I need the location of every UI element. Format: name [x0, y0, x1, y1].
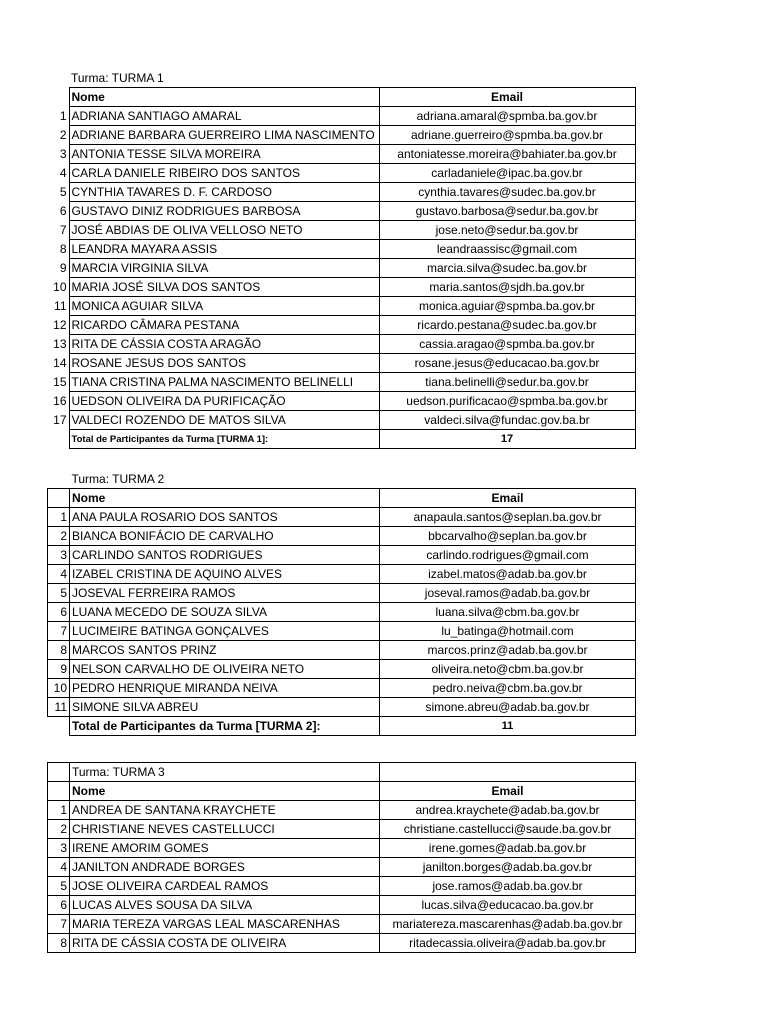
participant-email: simone.abreu@adab.ba.gov.br	[380, 698, 636, 717]
participant-name: MARCIA VIRGINIA SILVA	[69, 259, 379, 278]
participant-row	[48, 679, 636, 698]
participant-name: RITA DE CÁSSIA COSTA DE OLIVEIRA	[70, 934, 380, 953]
participant-email: christiane.castellucci@saude.ba.gov.br	[380, 820, 636, 839]
turma-title: Turma: TURMA 3	[70, 763, 380, 782]
participant-row	[47, 164, 635, 183]
participant-row	[48, 641, 636, 660]
participant-name: ANDREA DE SANTANA KRAYCHETE	[70, 801, 380, 820]
participant-email: tiana.belinelli@sedur.ba.gov.br	[379, 373, 635, 392]
participant-email: joseval.ramos@adab.ba.gov.br	[380, 584, 636, 603]
participant-email: cynthia.tavares@sudec.ba.gov.br	[379, 183, 635, 202]
participant-row	[48, 527, 636, 546]
participant-email: adriana.amaral@spmba.ba.gov.br	[379, 107, 635, 126]
participant-row	[48, 660, 636, 679]
row-number: 8	[59, 241, 67, 256]
participant-name: RICARDO CÂMARA PESTANA	[69, 316, 379, 335]
participant-name: NELSON CARVALHO DE OLIVEIRA NETO	[70, 660, 380, 679]
participant-row	[48, 584, 636, 603]
participant-name: ANTONIA TESSE SILVA MOREIRA	[69, 145, 379, 164]
row-number: 5	[48, 584, 70, 603]
participant-email: uedson.purificacao@spmba.ba.gov.br	[379, 392, 635, 411]
participant-email: maria.santos@sjdh.ba.gov.br	[379, 278, 635, 297]
row-number: 1	[48, 508, 70, 527]
row-number: 9	[48, 660, 70, 679]
participant-email: mariatereza.mascarenhas@adab.ba.gov.br	[380, 915, 636, 934]
turma-2-body	[48, 470, 636, 717]
row-number: 17	[53, 412, 67, 427]
participant-email: monica.aguiar@spmba.ba.gov.br	[379, 297, 635, 316]
turma-1-table	[47, 69, 636, 449]
participant-name: CARLINDO SANTOS RODRIGUES	[70, 546, 380, 565]
participant-row	[48, 877, 636, 896]
participant-row	[47, 145, 635, 164]
turma-title-row	[48, 470, 636, 489]
participant-row	[47, 202, 635, 221]
participant-email: jose.ramos@adab.ba.gov.br	[380, 877, 636, 896]
participant-email: carladaniele@ipac.ba.gov.br	[379, 164, 635, 183]
row-number: 13	[53, 336, 67, 351]
participant-name: BIANCA BONIFÁCIO DE CARVALHO	[70, 527, 380, 546]
participant-name: VALDECI ROZENDO DE MATOS SILVA	[69, 411, 379, 430]
participant-email: bbcarvalho@seplan.ba.gov.br	[380, 527, 636, 546]
participant-name: ADRIANA SANTIAGO AMARAL	[69, 107, 379, 126]
column-header-nome: Nome	[70, 782, 380, 801]
participant-name: LUANA MECEDO DE SOUZA SILVA	[70, 603, 380, 622]
row-number: 2	[59, 127, 67, 142]
participant-row	[47, 354, 635, 373]
participant-email: marcia.silva@sudec.ba.gov.br	[379, 259, 635, 278]
participant-name: LEANDRA MAYARA ASSIS	[69, 240, 379, 259]
total-label: Total de Participantes da Turma [TURMA 2]:	[70, 717, 380, 736]
participant-email: janilton.borges@adab.ba.gov.br	[380, 858, 636, 877]
row-number: 16	[53, 393, 67, 408]
turma-3-table	[47, 762, 636, 953]
participant-name: MONICA AGUIAR SILVA	[69, 297, 379, 316]
participant-email: oliveira.neto@cbm.ba.gov.br	[380, 660, 636, 679]
turma-title-row	[47, 69, 635, 88]
participant-name: MARIA TEREZA VARGAS LEAL MASCARENHAS	[70, 915, 380, 934]
row-number: 3	[48, 839, 70, 858]
participant-row	[48, 820, 636, 839]
row-number: 4	[59, 165, 67, 180]
participant-row	[48, 565, 636, 584]
participant-email: pedro.neiva@cbm.ba.gov.br	[380, 679, 636, 698]
participant-name: SIMONE SILVA ABREU	[70, 698, 380, 717]
header-row	[47, 88, 635, 107]
participant-row	[47, 240, 635, 259]
turma-2-table	[47, 470, 636, 736]
participant-email: anapaula.santos@seplan.ba.gov.br	[380, 508, 636, 527]
participant-email: izabel.matos@adab.ba.gov.br	[380, 565, 636, 584]
total-label: Total de Participantes da Turma [TURMA 1]:	[69, 430, 379, 449]
participant-name: ANA PAULA ROSARIO DOS SANTOS	[70, 508, 380, 527]
participant-name: LUCIMEIRE BATINGA GONÇALVES	[70, 622, 380, 641]
row-number: 4	[48, 565, 70, 584]
row-number: 7	[48, 915, 70, 934]
turma-title: Turma: TURMA 2	[71, 471, 165, 486]
participant-name: CARLA DANIELE RIBEIRO DOS SANTOS	[69, 164, 379, 183]
participant-row	[48, 801, 636, 820]
row-number: 12	[53, 317, 67, 332]
participant-name: LUCAS ALVES SOUSA DA SILVA	[70, 896, 380, 915]
row-number: 1	[48, 801, 70, 820]
participant-name: CHRISTIANE NEVES CASTELLUCCI	[70, 820, 380, 839]
participant-name: JOSEVAL FERREIRA RAMOS	[70, 584, 380, 603]
participant-email: irene.gomes@adab.ba.gov.br	[380, 839, 636, 858]
column-header-email: Email	[379, 88, 635, 107]
participant-row	[48, 603, 636, 622]
participant-name: JOSÉ ABDIAS DE OLIVA VELLOSO NETO	[69, 221, 379, 240]
participant-email: carlindo.rodrigues@gmail.com	[380, 546, 636, 565]
participant-email: ritadecassia.oliveira@adab.ba.gov.br	[380, 934, 636, 953]
header-row	[48, 782, 636, 801]
row-number: 9	[59, 260, 67, 275]
row-number: 6	[48, 896, 70, 915]
participant-name: MARIA JOSÉ SILVA DOS SANTOS	[69, 278, 379, 297]
turma-1-body	[47, 69, 635, 430]
participant-name: CYNTHIA TAVARES D. F. CARDOSO	[69, 183, 379, 202]
column-header-nome: Nome	[69, 88, 379, 107]
row-number: 7	[59, 222, 67, 237]
participant-row	[48, 896, 636, 915]
row-number: 3	[48, 546, 70, 565]
participant-row	[47, 335, 635, 354]
row-number: 2	[48, 527, 70, 546]
row-number: 2	[48, 820, 70, 839]
turma-title: Turma: TURMA 1	[71, 70, 164, 85]
participant-email: marcos.prinz@adab.ba.gov.br	[380, 641, 636, 660]
participant-name: JANILTON ANDRADE BORGES	[70, 858, 380, 877]
row-number: 6	[59, 203, 67, 218]
turma-title-row	[48, 763, 636, 782]
participant-email: cassia.aragao@spmba.ba.gov.br	[379, 335, 635, 354]
participant-email: gustavo.barbosa@sedur.ba.gov.br	[379, 202, 635, 221]
participant-row	[47, 392, 635, 411]
participant-row	[47, 297, 635, 316]
participant-email: adriane.guerreiro@spmba.ba.gov.br	[379, 126, 635, 145]
participant-name: MARCOS SANTOS PRINZ	[70, 641, 380, 660]
row-number: 1	[59, 108, 67, 123]
participant-row	[47, 316, 635, 335]
row-number: 11	[48, 698, 70, 717]
row-number: 11	[54, 298, 67, 313]
participant-email: lu_batinga@hotmail.com	[380, 622, 636, 641]
row-number: 3	[59, 146, 67, 161]
row-number: 6	[48, 603, 70, 622]
row-number: 14	[53, 355, 67, 370]
participant-row	[48, 698, 636, 717]
participant-row	[47, 221, 635, 240]
participant-name: RITA DE CÁSSIA COSTA ARAGÃO	[69, 335, 379, 354]
column-header-email: Email	[380, 782, 636, 801]
participant-name: JOSE OLIVEIRA CARDEAL RAMOS	[70, 877, 380, 896]
row-number: 10	[53, 279, 67, 294]
participant-name: IZABEL CRISTINA DE AQUINO ALVES	[70, 565, 380, 584]
total-row	[48, 717, 636, 736]
row-number: 7	[48, 622, 70, 641]
row-number: 5	[59, 184, 67, 199]
participant-row	[47, 183, 635, 202]
row-number: 4	[48, 858, 70, 877]
participant-row	[48, 546, 636, 565]
participant-row	[48, 934, 636, 953]
participant-email: lucas.silva@educacao.ba.gov.br	[380, 896, 636, 915]
total-value: 17	[379, 430, 635, 449]
participant-email: luana.silva@cbm.ba.gov.br	[380, 603, 636, 622]
participant-name: GUSTAVO DINIZ RODRIGUES BARBOSA	[69, 202, 379, 221]
row-number: 15	[53, 374, 67, 389]
participant-email: andrea.kraychete@adab.ba.gov.br	[380, 801, 636, 820]
total-value: 11	[380, 717, 636, 736]
participant-email: leandraassisc@gmail.com	[379, 240, 635, 259]
participant-row	[47, 411, 635, 430]
participant-row	[47, 126, 635, 145]
participant-email: rosane.jesus@educacao.ba.gov.br	[379, 354, 635, 373]
participant-name: ADRIANE BARBARA GUERREIRO LIMA NASCIMENTO	[69, 126, 379, 145]
column-header-email: Email	[380, 489, 636, 508]
participant-row	[47, 259, 635, 278]
participant-email: valdeci.silva@fundac.gov.ba.br	[379, 411, 635, 430]
participant-name: TIANA CRISTINA PALMA NASCIMENTO BELINELLI	[69, 373, 379, 392]
total-row	[47, 430, 635, 449]
participant-email: jose.neto@sedur.ba.gov.br	[379, 221, 635, 240]
row-number: 10	[48, 679, 70, 698]
participant-name: ROSANE JESUS DOS SANTOS	[69, 354, 379, 373]
participant-row	[48, 858, 636, 877]
header-row	[48, 489, 636, 508]
participant-row	[47, 107, 635, 126]
participant-name: IRENE AMORIM GOMES	[70, 839, 380, 858]
participant-row	[47, 278, 635, 297]
participant-row	[47, 373, 635, 392]
row-number: 5	[48, 877, 70, 896]
participant-name: UEDSON OLIVEIRA DA PURIFICAÇÃO	[69, 392, 379, 411]
participant-name: PEDRO HENRIQUE MIRANDA NEIVA	[70, 679, 380, 698]
row-number: 8	[48, 934, 70, 953]
participant-row	[48, 508, 636, 527]
participant-row	[48, 839, 636, 858]
turma-3-body	[48, 763, 636, 953]
participant-email: antoniatesse.moreira@bahiater.ba.gov.br	[379, 145, 635, 164]
row-number: 8	[48, 641, 70, 660]
participant-row	[48, 915, 636, 934]
column-header-nome: Nome	[70, 489, 380, 508]
participant-email: ricardo.pestana@sudec.ba.gov.br	[379, 316, 635, 335]
participant-row	[48, 622, 636, 641]
